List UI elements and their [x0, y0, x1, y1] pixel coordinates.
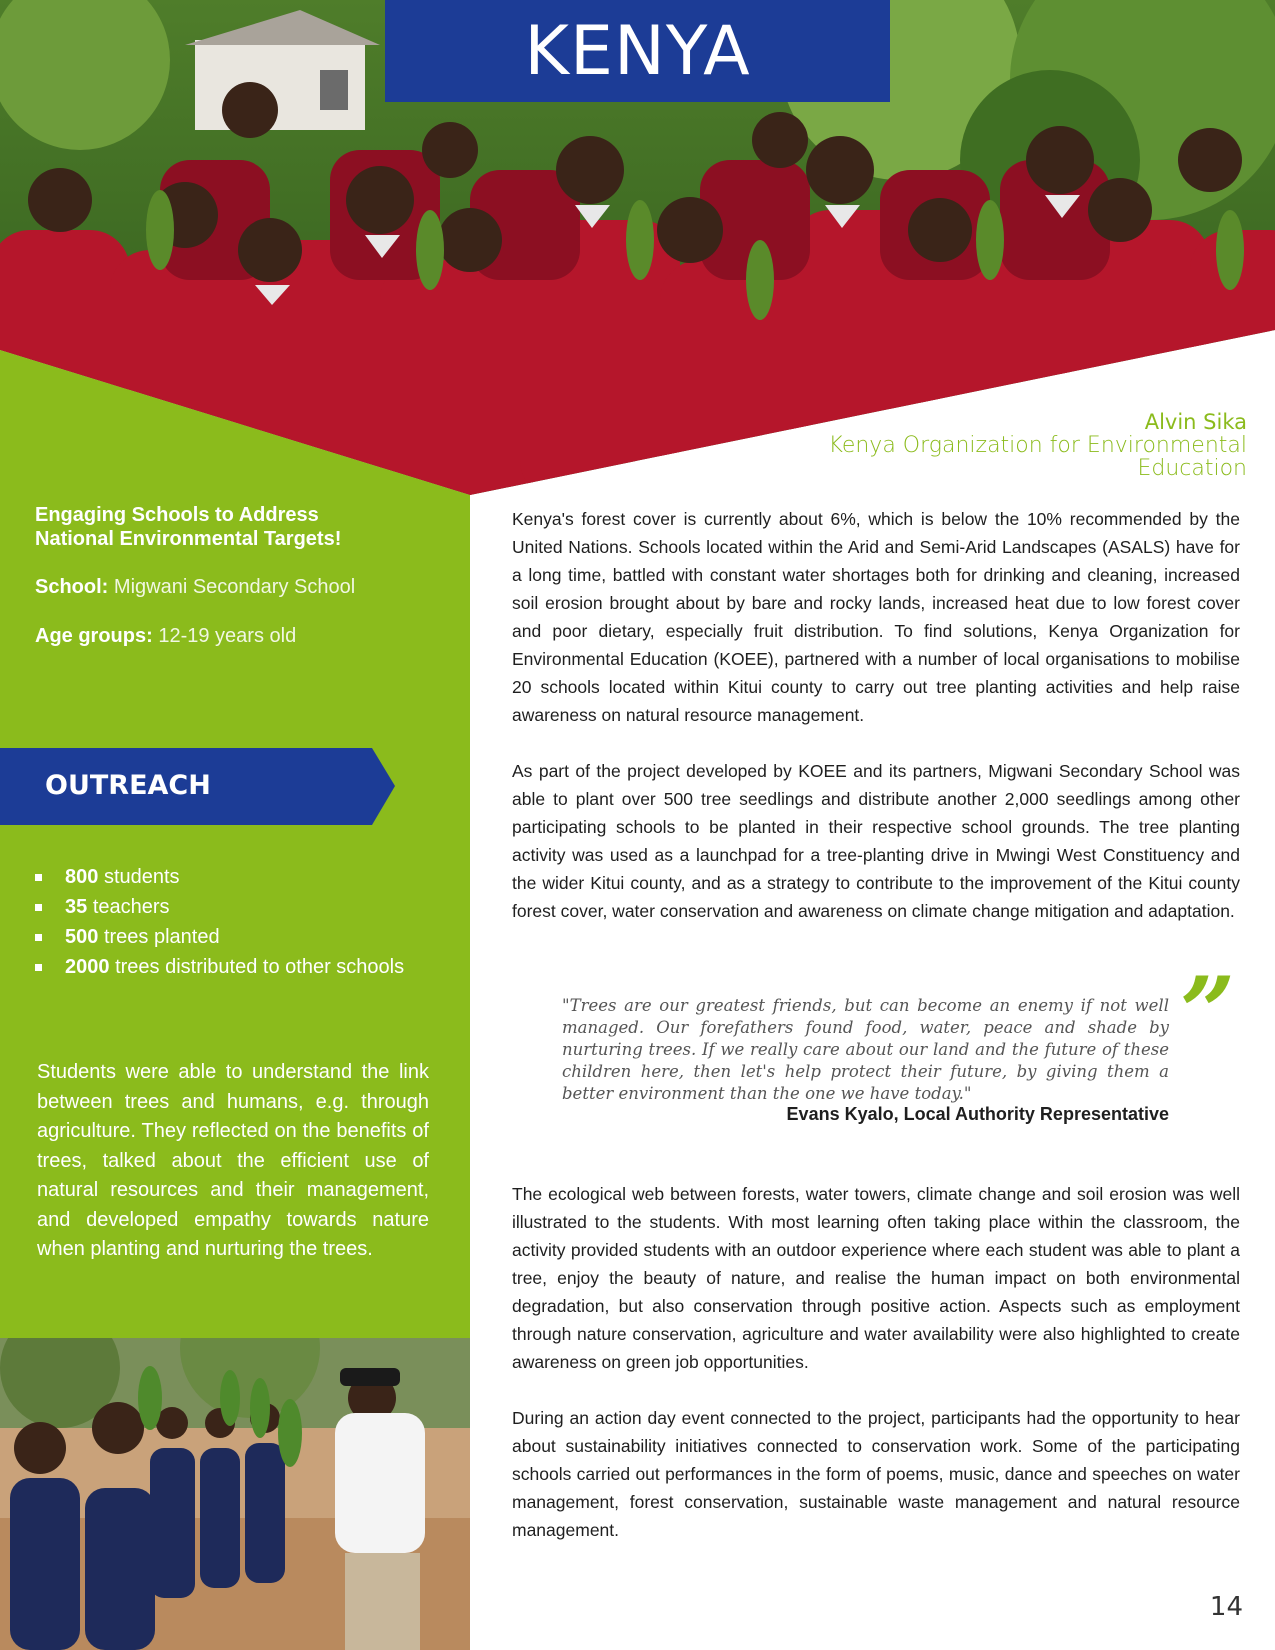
quote-attribution: Evans Kyalo, Local Authority Representative	[786, 1104, 1169, 1124]
sidebar-heading-line2: National Environmental Targets!	[35, 528, 342, 550]
main-paragraph-3: The ecological web between forests, water towers, climate change and soil erosion was well illustrated to the students. With most learning often taking place within the classroom, the activity provided students with an outdoor experience where each student was able to plant a tree, enjoy the beauty of nature, and realise the human impact on both environmental degradation, but also conservation through positive action. Aspects such as employment through nature conservation, agriculture and water availability were also highlighted to create awareness on green job opportunities.	[512, 1184, 1240, 1372]
list-item	[35, 892, 430, 922]
school-label: School:	[35, 576, 109, 598]
stat-number: 800	[65, 866, 99, 888]
quote-text: "Trees are our greatest friends, but can become an enemy if not well managed. Our forefathers found food, water, peace and shade by nurturing trees. If we really care about our land and the future of these children here, then let's help protect their future, by giving them a better environment than the one we have today."	[562, 996, 1169, 1103]
stat-number: 500	[65, 926, 99, 948]
author-organization-line1: Kenya Organization for Environmental	[828, 433, 1247, 458]
stat-number: 35	[65, 896, 88, 918]
school-value: Migwani Secondary School	[113, 576, 356, 598]
list-item	[35, 862, 430, 892]
sidebar-paragraph: Students were able to understand the link between trees and humans, e.g. through agriculture. They reflected on the benefits of trees, talked about the efficient use of natural resources and their management, and developed empathy towards nature when planting and nurturing the trees.	[37, 1061, 429, 1260]
stat-number: 2000	[65, 956, 110, 978]
age-info	[35, 624, 435, 648]
school-info	[35, 575, 435, 599]
author-name: Alvin Sika	[1144, 410, 1247, 434]
main-paragraph-1: Kenya's forest cover is currently about 6%, which is below the 10% recommended by the United Nations. Schools located within the Arid and Semi-Arid Landscapes (ASALS) have for a long time, battled with constant water shortages both for drinking and cleaning, increased soil erosion brought about by bare and rocky lands, increased heat due to low forest cover and poor dietary, especially fruit distribution. To find solutions, Kenya Organization for Environmental Education (KOEE), partnered with a number of local organisations to mobilise 20 schools located within Kitui county to carry out tree planting activities and help raise awareness on natural resource management.	[512, 509, 1240, 725]
age-value: 12-19 years old	[158, 625, 297, 647]
country-title-banner	[385, 0, 890, 102]
author-block	[727, 410, 1247, 480]
age-label: Age groups:	[35, 625, 153, 647]
tree-planting-photo	[0, 1338, 470, 1650]
page-number: 14	[1209, 1592, 1243, 1622]
list-item	[35, 922, 430, 952]
outreach-stats-list	[35, 862, 430, 982]
stat-text: students	[103, 866, 180, 888]
quote-mark-icon: ”	[1180, 956, 1236, 1069]
stat-text: teachers	[92, 896, 170, 918]
sidebar-heading	[35, 503, 435, 551]
main-paragraph-2: As part of the project developed by KOEE and its partners, Migwani Secondary School was able to plant over 500 tree seedlings and distribute another 2,000 seedlings among other participating schools to be planted in their respective school grounds. The tree planting activity was used as a launchpad for a tree-planting drive in Mwingi West Constituency and the wider Kitui county, and as a strategy to contribute to the improvement of the Kitui county forest cover, water conservation and awareness on climate change mitigation and adaptation.	[512, 761, 1240, 921]
outreach-title: OUTREACH	[45, 770, 211, 801]
main-paragraph-4: During an action day event connected to the project, participants had the opportunity to hear about sustainability initiatives connected to conservation work. Some of the participating schools carried out performances in the form of poems, music, dance and speeches on water management, forest conservation, sustainable waste management and natural resource management.	[512, 1408, 1240, 1540]
sidebar-heading-line1: Engaging Schools to Address	[35, 504, 319, 526]
list-item	[35, 952, 430, 982]
country-title: KENYA	[524, 11, 751, 91]
stat-text: trees planted	[103, 926, 220, 948]
stat-text: trees distributed to other schools	[115, 956, 405, 978]
author-organization-line2: Education	[1137, 456, 1247, 481]
